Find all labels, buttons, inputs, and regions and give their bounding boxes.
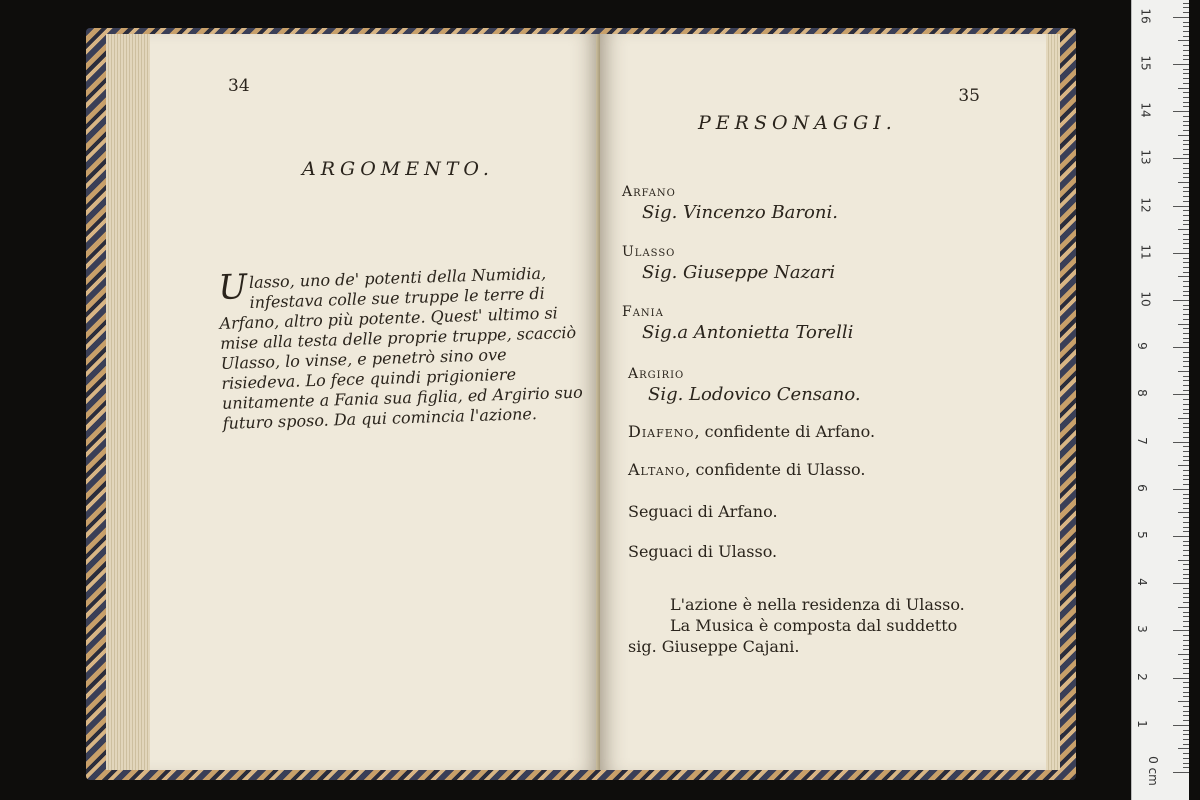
ruler-tick	[1183, 475, 1189, 476]
ruler-tick	[1183, 612, 1189, 613]
ruler-tick	[1178, 560, 1189, 561]
ruler-tick	[1178, 135, 1189, 136]
ruler-tick	[1183, 177, 1189, 178]
ruler-tick	[1178, 276, 1189, 277]
ruler-tick	[1183, 527, 1189, 528]
ruler-tick	[1183, 687, 1189, 688]
ruler-tick	[1183, 272, 1189, 273]
ruler-tick	[1178, 324, 1189, 325]
ruler-tick	[1183, 258, 1189, 259]
followers-line: Seguaci di Arfano.	[628, 502, 778, 521]
argument-text: lasso, uno de' potenti della Numidia, infestava colle sue truppe le terre di Arfano, altro più potente. Quest' ultimo si mise alla testa delle proprie truppe, scacciò Ulasso, lo vinse, e penetrò sino ove risiedeva. Lo fece quindi prigioniere unitamente a Fania sua figlia, ed Argirio suo futuro sposo. Da qui comincia l'azione.	[219, 263, 584, 433]
ruler-tick	[1183, 640, 1189, 641]
ruler-tick	[1183, 361, 1189, 362]
character-entry	[622, 304, 853, 343]
ruler-tick	[1183, 711, 1189, 712]
ruler-tick	[1183, 413, 1189, 414]
ruler-tick	[1183, 201, 1189, 202]
ruler-tick	[1183, 154, 1189, 155]
ruler-label: 7	[1134, 436, 1149, 445]
ruler-tick	[1173, 17, 1189, 18]
ruler-tick	[1183, 503, 1189, 504]
followers-line: Seguaci di Ulasso.	[628, 542, 778, 561]
page-number: 34	[228, 76, 250, 96]
note-line: La Musica è composta dal suddetto	[670, 616, 958, 635]
ruler-tick	[1173, 158, 1189, 159]
ruler-tick	[1178, 40, 1189, 41]
ruler-tick	[1183, 479, 1189, 480]
ruler-tick	[1183, 22, 1189, 23]
ruler-tick	[1183, 210, 1189, 211]
ruler-tick	[1183, 734, 1189, 735]
role-desc: , confidente di Arfano.	[694, 422, 876, 441]
ruler-tick	[1183, 149, 1189, 150]
ruler-tick	[1183, 564, 1189, 565]
ruler-tick	[1183, 508, 1189, 509]
ruler-tick	[1183, 427, 1189, 428]
ruler-tick	[1183, 470, 1189, 471]
ruler-tick	[1183, 291, 1189, 292]
ruler-tick	[1183, 78, 1189, 79]
character-entry	[628, 366, 861, 405]
ruler-label: 1	[1134, 719, 1149, 728]
ruler-tick	[1183, 692, 1189, 693]
ruler-tick	[1183, 390, 1189, 391]
ruler-tick	[1183, 234, 1189, 235]
ruler-tick	[1183, 144, 1189, 145]
ruler-tick	[1183, 763, 1189, 764]
ruler-tick	[1178, 607, 1189, 608]
ruler-tick	[1183, 593, 1189, 594]
ruler-tick	[1183, 12, 1189, 13]
ruler-tick	[1183, 243, 1189, 244]
ruler-tick	[1173, 394, 1189, 395]
ruler-tick	[1183, 130, 1189, 131]
ruler-tick	[1183, 239, 1189, 240]
ruler-tick	[1183, 696, 1189, 697]
page-heading: ARGOMENTO.	[302, 158, 494, 180]
ruler-tick	[1183, 7, 1189, 8]
ruler-tick	[1183, 55, 1189, 56]
page-number: 35	[958, 86, 980, 106]
ruler-tick	[1173, 64, 1189, 65]
ruler-tick	[1183, 494, 1189, 495]
ruler-label: 0 cm	[1145, 756, 1160, 786]
ruler-tick	[1183, 309, 1189, 310]
ruler-tick	[1183, 333, 1189, 334]
ruler-tick	[1173, 253, 1189, 254]
ruler-tick	[1173, 442, 1189, 443]
ruler-tick	[1183, 663, 1189, 664]
ruler-tick	[1183, 432, 1189, 433]
ruler-tick	[1183, 168, 1189, 169]
ruler-tick	[1183, 357, 1189, 358]
ruler-tick	[1183, 59, 1189, 60]
ruler-tick	[1183, 125, 1189, 126]
ruler-tick	[1183, 531, 1189, 532]
ruler-tick	[1183, 376, 1189, 377]
ruler-tick	[1183, 352, 1189, 353]
ruler-label: 4	[1134, 578, 1149, 587]
ruler-tick	[1183, 69, 1189, 70]
ruler-tick	[1183, 437, 1189, 438]
ruler-tick	[1183, 163, 1189, 164]
ruler-tick	[1178, 465, 1189, 466]
character-name: Argirio	[628, 366, 685, 382]
ruler-tick	[1183, 668, 1189, 669]
ruler-tick	[1183, 140, 1189, 141]
ruler-tick	[1183, 545, 1189, 546]
ruler-label: 3	[1134, 625, 1149, 634]
ruler-tick	[1183, 602, 1189, 603]
role-desc: , confidente di Ulasso.	[685, 460, 866, 479]
ruler-label: 13	[1138, 149, 1153, 166]
left-page	[150, 34, 598, 770]
ruler-label: 14	[1138, 102, 1153, 118]
ruler-tick	[1183, 366, 1189, 367]
ruler-tick	[1183, 456, 1189, 457]
ruler-tick	[1183, 451, 1189, 452]
measuring-ruler	[1131, 0, 1189, 800]
role-line	[628, 422, 875, 441]
ruler-tick	[1178, 701, 1189, 702]
page-heading: PERSONAGGI.	[698, 112, 897, 134]
page-edges-right	[1046, 34, 1060, 770]
ruler-tick	[1183, 621, 1189, 622]
ruler-tick	[1173, 583, 1189, 584]
ruler-tick	[1183, 31, 1189, 32]
ruler-label: 5	[1134, 531, 1149, 539]
ruler-tick	[1183, 744, 1189, 745]
character-entry	[622, 244, 835, 283]
ruler-tick	[1183, 682, 1189, 683]
ruler-label: 12	[1138, 196, 1153, 213]
ruler-tick	[1183, 83, 1189, 84]
ruler-label: 16	[1138, 8, 1153, 24]
ruler-tick	[1183, 314, 1189, 315]
ruler-tick	[1183, 767, 1189, 768]
ruler-tick	[1183, 730, 1189, 731]
ruler-tick	[1173, 206, 1189, 207]
ruler-tick	[1183, 385, 1189, 386]
character-singer: Sig. Lodovico Censano.	[648, 384, 861, 405]
ruler-tick	[1183, 626, 1189, 627]
character-name: Arfano	[622, 184, 676, 200]
ruler-tick	[1183, 673, 1189, 674]
ruler-tick	[1178, 748, 1189, 749]
ruler-label: 8	[1134, 389, 1149, 398]
ruler-tick	[1183, 574, 1189, 575]
ruler-tick	[1183, 36, 1189, 37]
character-entry	[622, 184, 838, 223]
ruler-tick	[1183, 26, 1189, 27]
ruler-label: 15	[1138, 55, 1153, 71]
ruler-tick	[1183, 45, 1189, 46]
ruler-tick	[1183, 758, 1189, 759]
ruler-tick	[1183, 73, 1189, 74]
ruler-tick	[1183, 262, 1189, 263]
ruler-tick	[1183, 380, 1189, 381]
ruler-label: 9	[1134, 342, 1149, 351]
ruler-tick	[1183, 555, 1189, 556]
ruler-tick	[1183, 517, 1189, 518]
character-singer: Sig. Giuseppe Nazari	[642, 262, 836, 283]
ruler-tick	[1183, 215, 1189, 216]
ruler-label: 6	[1134, 483, 1149, 492]
ruler-tick	[1183, 645, 1189, 646]
ruler-tick	[1183, 616, 1189, 617]
ruler-tick	[1183, 102, 1189, 103]
role-name: Diafeno	[628, 422, 695, 441]
ruler-tick	[1178, 182, 1189, 183]
ruler-tick	[1173, 678, 1189, 679]
ruler-tick	[1183, 342, 1189, 343]
ruler-tick	[1183, 224, 1189, 225]
ruler-tick	[1173, 725, 1189, 726]
ruler-tick	[1173, 536, 1189, 537]
ruler-tick	[1183, 659, 1189, 660]
ruler-tick	[1183, 97, 1189, 98]
ruler-tick	[1173, 300, 1189, 301]
ruler-tick	[1183, 116, 1189, 117]
ruler-tick	[1183, 187, 1189, 188]
ruler-tick	[1183, 423, 1189, 424]
ruler-tick	[1183, 460, 1189, 461]
ruler-tick	[1183, 286, 1189, 287]
role-name: Altano	[628, 460, 686, 479]
ruler-tick	[1183, 635, 1189, 636]
ruler-tick	[1183, 649, 1189, 650]
ruler-label: 11	[1138, 244, 1153, 260]
ruler-tick	[1178, 371, 1189, 372]
argument-paragraph	[218, 262, 591, 433]
ruler-tick	[1183, 106, 1189, 107]
ruler-tick	[1183, 484, 1189, 485]
ruler-tick	[1183, 328, 1189, 329]
ruler-tick	[1178, 512, 1189, 513]
ruler-tick	[1183, 409, 1189, 410]
ruler-tick	[1183, 753, 1189, 754]
ruler-tick	[1183, 3, 1189, 4]
ruler-tick	[1183, 588, 1189, 589]
ruler-tick	[1183, 220, 1189, 221]
ruler-tick	[1173, 630, 1189, 631]
character-singer: Sig.a Antonietta Torelli	[642, 322, 854, 343]
ruler-tick	[1183, 248, 1189, 249]
ruler-tick	[1183, 739, 1189, 740]
ruler-label: 10	[1138, 291, 1153, 307]
ruler-tick	[1178, 654, 1189, 655]
ruler-tick	[1183, 295, 1189, 296]
ruler-tick	[1173, 489, 1189, 490]
ruler-tick	[1173, 772, 1189, 773]
ruler-tick	[1183, 319, 1189, 320]
ruler-tick	[1183, 578, 1189, 579]
ruler-tick	[1178, 229, 1189, 230]
ruler-tick	[1183, 92, 1189, 93]
ruler-tick	[1178, 88, 1189, 89]
ruler-tick	[1173, 347, 1189, 348]
ruler-tick	[1183, 121, 1189, 122]
character-name: Fania	[622, 304, 664, 320]
character-name: Ulasso	[622, 244, 676, 260]
ruler-tick	[1183, 50, 1189, 51]
note-line: sig. Giuseppe Cajani.	[628, 637, 800, 656]
ruler-tick	[1183, 550, 1189, 551]
ruler-tick	[1183, 522, 1189, 523]
ruler-tick	[1183, 720, 1189, 721]
ruler-tick	[1183, 191, 1189, 192]
ruler-tick	[1183, 569, 1189, 570]
ruler-tick	[1183, 305, 1189, 306]
ruler-tick	[1183, 404, 1189, 405]
ruler-tick	[1183, 399, 1189, 400]
right-page	[600, 34, 1048, 770]
ruler-tick	[1183, 446, 1189, 447]
ruler-tick	[1183, 281, 1189, 282]
ruler-tick	[1183, 173, 1189, 174]
ruler-tick	[1183, 715, 1189, 716]
ruler-tick	[1183, 706, 1189, 707]
role-line	[628, 460, 865, 479]
character-singer: Sig. Vincenzo Baroni.	[642, 202, 838, 223]
ruler-tick	[1178, 418, 1189, 419]
ruler-tick	[1183, 541, 1189, 542]
ruler-tick	[1173, 111, 1189, 112]
production-note	[628, 594, 998, 657]
ruler-tick	[1183, 597, 1189, 598]
note-line: L'azione è nella residenza di Ulasso.	[670, 595, 965, 614]
drop-cap: U	[217, 267, 248, 308]
ruler-tick	[1183, 498, 1189, 499]
ruler-label: 2	[1134, 672, 1149, 681]
ruler-tick	[1183, 267, 1189, 268]
ruler-tick	[1183, 338, 1189, 339]
ruler-tick	[1183, 196, 1189, 197]
